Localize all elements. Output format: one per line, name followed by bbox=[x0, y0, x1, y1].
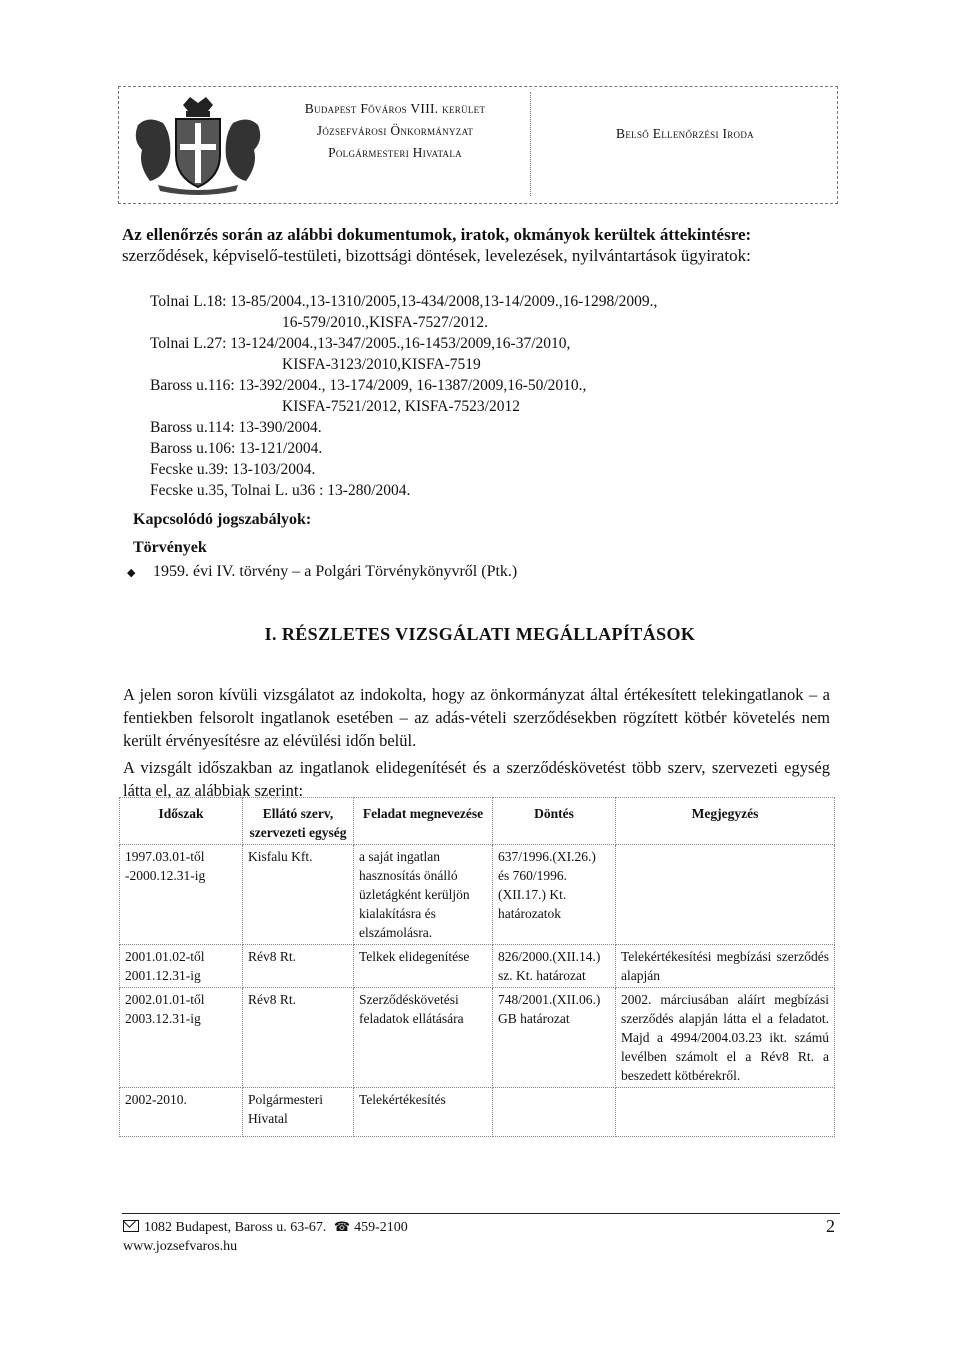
document-item: Fecske u.39: 13-103/2004. bbox=[150, 461, 316, 478]
paragraph-1: A jelen soron kívüli vizsgálatot az indokolta, hogy az önkormányzat által értékesített telekingatlanok – a fentiekben felsorolt ingatlanok esetében – az adás-vételi szerződésekben rögzített kötbér követelés nem került érvényesítésre az elévülési időn belül. bbox=[123, 685, 830, 750]
envelope-icon bbox=[123, 1220, 139, 1232]
document-item: Fecske u.35, Tolnai L. u36 : 13-280/2004. bbox=[150, 482, 411, 499]
coat-of-arms-icon bbox=[128, 95, 268, 195]
cell-decision: 826/2000.(XII.14.) sz. Kt. határozat bbox=[493, 945, 616, 988]
document-item: Tolnai L.27: 13-124/2004.,13-347/2005.,16-1453/2009,16-37/2010, bbox=[150, 335, 571, 352]
office-name bbox=[270, 98, 520, 164]
law-list-item bbox=[127, 563, 517, 581]
cell-organization: Kisfalu Kft. bbox=[243, 845, 354, 945]
office-line-1: Budapest Főváros VIII. kerület bbox=[304, 101, 486, 116]
office-line-2: Józsefvárosi Önkormányzat bbox=[316, 123, 474, 138]
intro-rest: szerződések, képviselő-testületi, bizottsági döntések, levelezések, nyilvántartások ügyiratok: bbox=[122, 246, 751, 265]
table-row bbox=[120, 988, 835, 1088]
telephone-icon: ☎ bbox=[333, 1219, 351, 1234]
cell-decision: 637/1996.(XI.26.) és 760/1996.(XII.17.) Kt. határozatok bbox=[493, 845, 616, 945]
cell-remark bbox=[616, 845, 835, 945]
table-row bbox=[120, 1088, 835, 1137]
cell-task: a saját ingatlan hasznosítás önálló üzletágként kerüljön kialakításra és elszámolásra. bbox=[354, 845, 493, 945]
document-item: Baross u.106: 13-121/2004. bbox=[150, 440, 323, 457]
document-item-continuation: KISFA-3123/2010,KISFA-7519 bbox=[282, 356, 481, 373]
cell-period: 2002-2010. bbox=[120, 1088, 243, 1137]
table-header-row bbox=[120, 798, 835, 845]
document-item-continuation: 16-579/2010.,KISFA-7527/2012. bbox=[282, 314, 488, 331]
paragraph-2: A vizsgált időszakban az ingatlanok elidegenítését és a szerződéskövetést több szerv, szervezeti egység látta el, az alábbiak szerint: bbox=[123, 758, 830, 800]
document-item-continuation: KISFA-7521/2012, KISFA-7523/2012 bbox=[282, 398, 520, 415]
department-name: Belső Ellenőrzési Iroda bbox=[616, 126, 754, 141]
header-period: Időszak bbox=[120, 798, 243, 845]
cell-task: Telkek elidegenítése bbox=[354, 945, 493, 988]
cell-period: 1997.03.01-től -2000.12.31-ig bbox=[120, 845, 243, 945]
cell-organization: Polgármesteri Hivatal bbox=[243, 1088, 354, 1137]
footer-contact bbox=[123, 1217, 408, 1256]
cell-period: 2002.01.01-től 2003.12.31-ig bbox=[120, 988, 243, 1088]
document-item: Baross u.116: 13-392/2004., 13-174/2009, 16-1387/2009,16-50/2010., bbox=[150, 377, 587, 394]
responsibility-table bbox=[119, 797, 835, 1137]
page-number: 2 bbox=[826, 1216, 835, 1236]
footer-website[interactable]: www.jozsefvaros.hu bbox=[123, 1239, 238, 1254]
header-divider bbox=[530, 92, 531, 196]
office-line-3: Polgármesteri Hivatala bbox=[328, 145, 462, 160]
cell-decision: 748/2001.(XII.06.) GB határozat bbox=[493, 988, 616, 1088]
cell-remark: 2002. márciusában aláírt megbízási szerződés alapján látta el a feladatot. Majd a 4994/2004.03.23 ikt. számú levélben számolt el a Rév8 Rt. a beszedett kötbérekről. bbox=[616, 988, 835, 1088]
document-item: Tolnai L.18: 13-85/2004.,13-1310/2005,13-434/2008,13-14/2009.,16-1298/2009., bbox=[150, 293, 658, 310]
footer-phone: 459-2100 bbox=[354, 1220, 408, 1235]
footer-divider bbox=[122, 1213, 840, 1214]
table-row bbox=[120, 845, 835, 945]
cell-decision bbox=[493, 1088, 616, 1137]
laws-heading: Kapcsolódó jogszabályok: bbox=[133, 511, 312, 528]
intro-paragraph bbox=[122, 224, 822, 266]
cell-period: 2001.01.02-től 2001.12.31-ig bbox=[120, 945, 243, 988]
diamond-bullet-icon: ◆ bbox=[127, 567, 136, 579]
header-organization: Ellátó szerv, szervezeti egység bbox=[243, 798, 354, 845]
law-item-text: 1959. évi IV. törvény – a Polgári Törvénykönyvről (Ptk.) bbox=[153, 563, 518, 580]
document-item: Baross u.114: 13-390/2004. bbox=[150, 419, 322, 436]
cell-remark: Telekértékesítési megbízási szerződés alapján bbox=[616, 945, 835, 988]
cell-organization: Rév8 Rt. bbox=[243, 945, 354, 988]
cell-organization: Rév8 Rt. bbox=[243, 988, 354, 1088]
laws-subheading: Törvények bbox=[133, 539, 207, 556]
footer-address: 1082 Budapest, Baross u. 63-67. bbox=[144, 1220, 327, 1235]
intro-lead: Az ellenőrzés során az alábbi dokumentumok, iratok, okmányok kerültek áttekintésre: bbox=[122, 225, 752, 244]
table-row bbox=[120, 945, 835, 988]
section-title: I. RÉSZLETES VIZSGÁLATI MEGÁLLAPÍTÁSOK bbox=[264, 624, 696, 644]
cell-task: Szerződéskövetési feladatok ellátására bbox=[354, 988, 493, 1088]
header-decision: Döntés bbox=[493, 798, 616, 845]
header-remark: Megjegyzés bbox=[616, 798, 835, 845]
cell-task: Telekértékesítés bbox=[354, 1088, 493, 1137]
header-task: Feladat megnevezése bbox=[354, 798, 493, 845]
document-list bbox=[150, 291, 840, 501]
cell-remark bbox=[616, 1088, 835, 1137]
